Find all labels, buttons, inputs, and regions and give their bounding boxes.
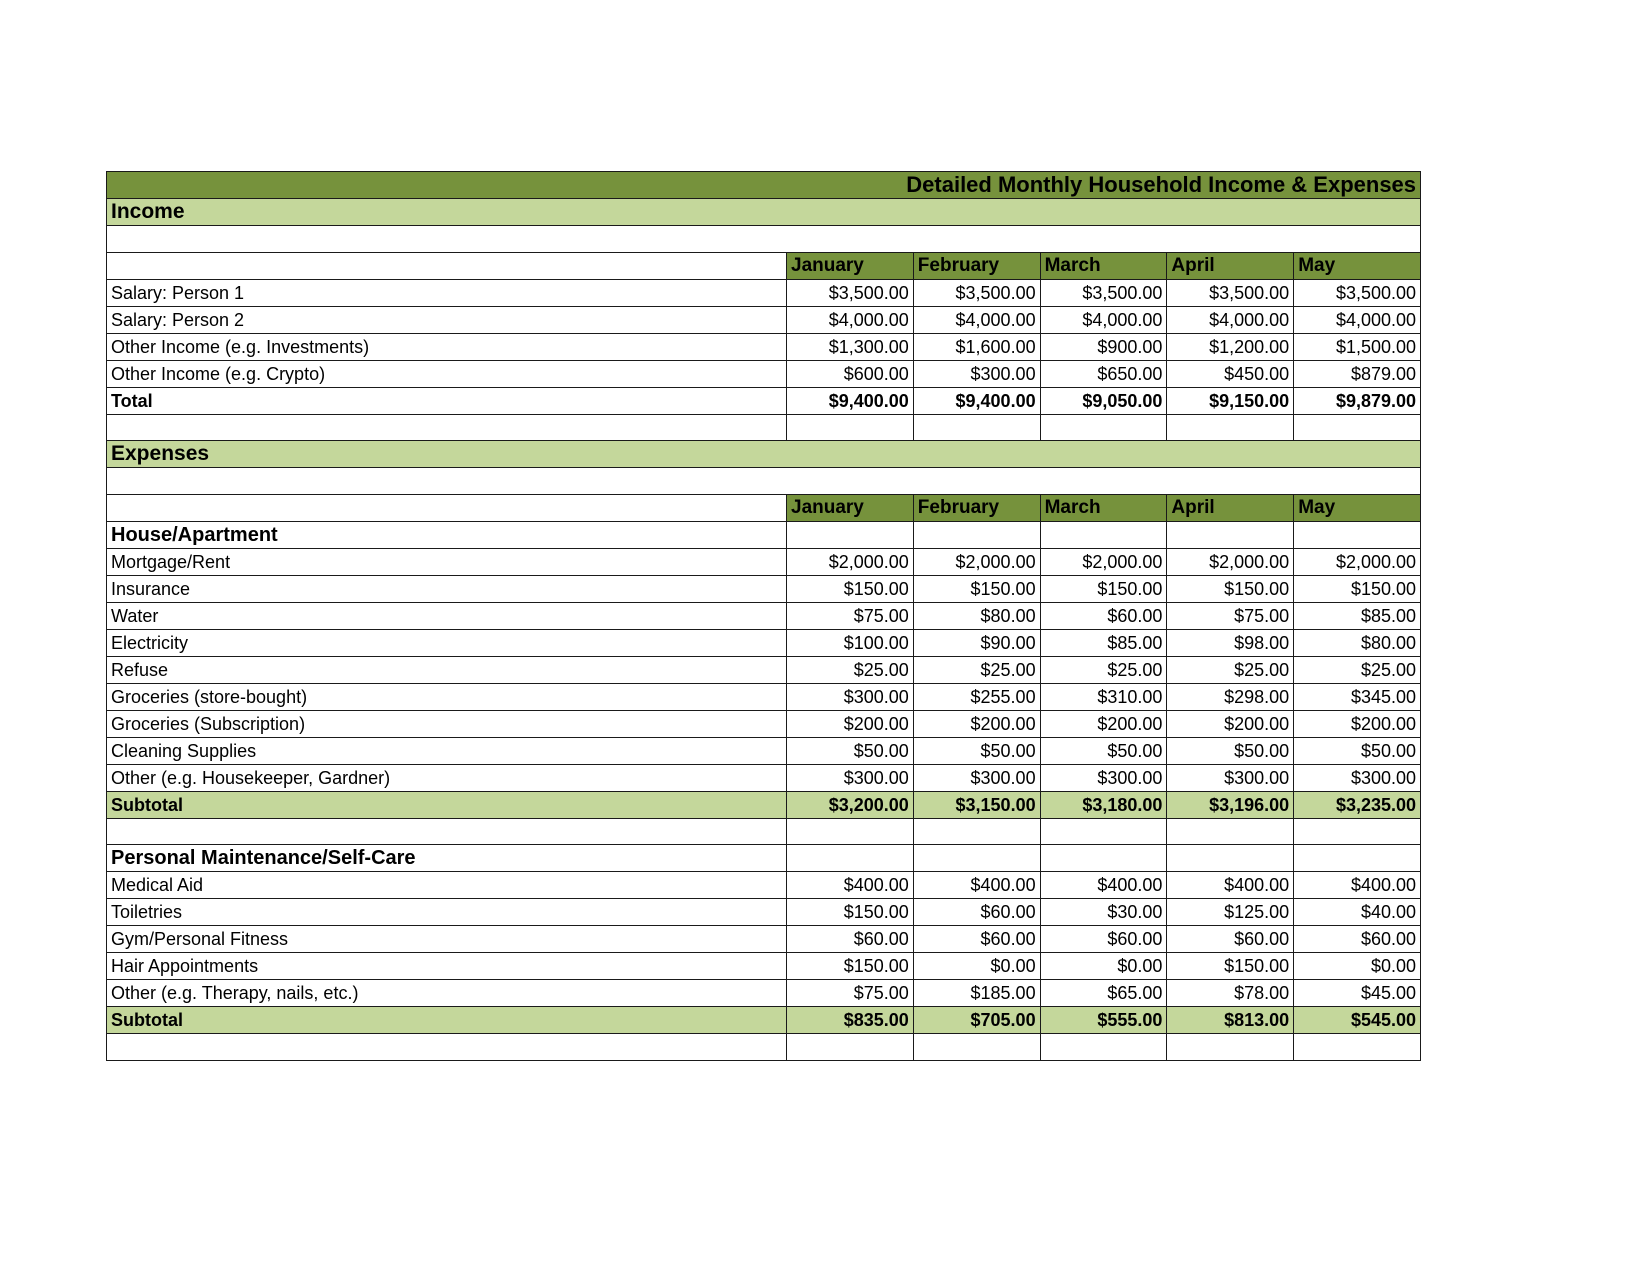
amount-cell-january[interactable]: $75.00	[787, 980, 914, 1007]
expense-row	[107, 548, 1421, 575]
header-label-cell[interactable]	[107, 252, 787, 279]
amount-cell-january[interactable]: $200.00	[787, 710, 914, 737]
amount-cell-march[interactable]: $300.00	[1040, 764, 1167, 791]
amount-cell-march[interactable]: $200.00	[1040, 710, 1167, 737]
amount-cell-march[interactable]: $310.00	[1040, 683, 1167, 710]
household-budget-sheet	[106, 171, 1421, 1061]
amount-cell-april[interactable]: $50.00	[1167, 737, 1294, 764]
expense-row	[107, 737, 1421, 764]
amount-cell-march[interactable]: $650.00	[1040, 360, 1167, 387]
amount-cell-january[interactable]: $835.00	[787, 1007, 914, 1034]
amount-cell-may[interactable]: $9,879.00	[1294, 387, 1421, 414]
amount-cell-february[interactable]: $80.00	[913, 602, 1040, 629]
expense-row	[107, 899, 1421, 926]
empty-label-cell[interactable]	[107, 1034, 787, 1061]
subtotal-row	[107, 1007, 1421, 1034]
month-header-january[interactable]: January	[787, 252, 914, 279]
row-label[interactable]: Electricity	[107, 629, 787, 656]
month-header-february[interactable]: February	[913, 494, 1040, 521]
empty-amount-cell[interactable]	[913, 845, 1040, 872]
expense-row	[107, 602, 1421, 629]
income-month-header-row	[107, 252, 1421, 279]
expenses-heading[interactable]: Expenses	[107, 441, 1421, 468]
amount-cell-january[interactable]: $60.00	[787, 926, 914, 953]
amount-cell-may[interactable]: $60.00	[1294, 926, 1421, 953]
blank-cell[interactable]	[107, 226, 1421, 253]
row-label[interactable]: Gym/Personal Fitness	[107, 926, 787, 953]
amount-cell-april[interactable]: $1,200.00	[1167, 333, 1294, 360]
amount-cell-may[interactable]: $0.00	[1294, 953, 1421, 980]
row-label[interactable]: Groceries (Subscription)	[107, 710, 787, 737]
row-label[interactable]: Medical Aid	[107, 872, 787, 899]
row-label[interactable]: Refuse	[107, 656, 787, 683]
empty-amount-cell[interactable]	[1040, 818, 1167, 845]
empty-amount-cell[interactable]	[1040, 521, 1167, 548]
income-row	[107, 360, 1421, 387]
amount-cell-march[interactable]: $65.00	[1040, 980, 1167, 1007]
month-header-march[interactable]: March	[1040, 494, 1167, 521]
amount-cell-february[interactable]: $25.00	[913, 656, 1040, 683]
empty-amount-cell[interactable]	[1167, 521, 1294, 548]
amount-cell-may[interactable]: $45.00	[1294, 980, 1421, 1007]
month-header-may[interactable]: May	[1294, 252, 1421, 279]
blank-cell[interactable]	[107, 468, 1421, 495]
row-label[interactable]: Groceries (store-bought)	[107, 683, 787, 710]
amount-cell-february[interactable]: $300.00	[913, 360, 1040, 387]
amount-cell-april[interactable]: $3,196.00	[1167, 791, 1294, 818]
row-label[interactable]: Insurance	[107, 575, 787, 602]
amount-cell-january[interactable]: $25.00	[787, 656, 914, 683]
amount-cell-january[interactable]: $150.00	[787, 575, 914, 602]
amount-cell-april[interactable]: $3,500.00	[1167, 279, 1294, 306]
amount-cell-march[interactable]: $85.00	[1040, 629, 1167, 656]
amount-cell-april[interactable]: $60.00	[1167, 926, 1294, 953]
amount-cell-april[interactable]: $813.00	[1167, 1007, 1294, 1034]
empty-amount-cell[interactable]	[787, 818, 914, 845]
income-row	[107, 279, 1421, 306]
month-header-march[interactable]: March	[1040, 252, 1167, 279]
amount-cell-february[interactable]: $3,150.00	[913, 791, 1040, 818]
amount-cell-february[interactable]: $150.00	[913, 575, 1040, 602]
month-header-february[interactable]: February	[913, 252, 1040, 279]
amount-cell-may[interactable]: $150.00	[1294, 575, 1421, 602]
amount-cell-february[interactable]: $3,500.00	[913, 279, 1040, 306]
expense-row	[107, 926, 1421, 953]
empty-amount-cell[interactable]	[1167, 818, 1294, 845]
amount-cell-may[interactable]: $25.00	[1294, 656, 1421, 683]
month-header-april[interactable]: April	[1167, 252, 1294, 279]
row-label[interactable]: Mortgage/Rent	[107, 548, 787, 575]
amount-cell-april[interactable]: $300.00	[1167, 764, 1294, 791]
empty-amount-cell[interactable]	[1040, 414, 1167, 441]
amount-cell-february[interactable]: $1,600.00	[913, 333, 1040, 360]
amount-cell-february[interactable]: $300.00	[913, 764, 1040, 791]
row-label[interactable]: Other (e.g. Therapy, nails, etc.)	[107, 980, 787, 1007]
category-row	[107, 521, 1421, 548]
amount-cell-may[interactable]: $3,500.00	[1294, 279, 1421, 306]
blank-row	[107, 468, 1421, 495]
expense-row	[107, 764, 1421, 791]
amount-cell-may[interactable]: $40.00	[1294, 899, 1421, 926]
expenses-month-header-row	[107, 494, 1421, 521]
amount-cell-march[interactable]: $555.00	[1040, 1007, 1167, 1034]
empty-amount-cell[interactable]	[1294, 414, 1421, 441]
empty-amount-cell[interactable]	[913, 414, 1040, 441]
amount-cell-may[interactable]: $4,000.00	[1294, 306, 1421, 333]
row-label[interactable]: Salary: Person 1	[107, 279, 787, 306]
income-total-row	[107, 387, 1421, 414]
amount-cell-january[interactable]: $300.00	[787, 764, 914, 791]
amount-cell-january[interactable]: $600.00	[787, 360, 914, 387]
amount-cell-april[interactable]: $25.00	[1167, 656, 1294, 683]
blank-row	[107, 226, 1421, 253]
expense-row	[107, 710, 1421, 737]
amount-cell-may[interactable]: $345.00	[1294, 683, 1421, 710]
amount-cell-january[interactable]: $75.00	[787, 602, 914, 629]
empty-amount-cell[interactable]	[1167, 414, 1294, 441]
empty-amount-cell[interactable]	[1294, 1034, 1421, 1061]
amount-cell-march[interactable]: $50.00	[1040, 737, 1167, 764]
empty-amount-cell[interactable]	[1167, 845, 1294, 872]
row-label[interactable]: Hair Appointments	[107, 953, 787, 980]
empty-amount-cell[interactable]	[913, 1034, 1040, 1061]
amount-cell-april[interactable]: $98.00	[1167, 629, 1294, 656]
amount-cell-february[interactable]: $2,000.00	[913, 548, 1040, 575]
amount-cell-january[interactable]: $3,500.00	[787, 279, 914, 306]
amount-cell-january[interactable]: $300.00	[787, 683, 914, 710]
income-heading[interactable]: Income	[107, 199, 1421, 226]
amount-cell-april[interactable]: $75.00	[1167, 602, 1294, 629]
amount-cell-february[interactable]: $60.00	[913, 926, 1040, 953]
expenses-heading-row	[107, 441, 1421, 468]
expense-row	[107, 953, 1421, 980]
amount-cell-april[interactable]: $200.00	[1167, 710, 1294, 737]
amount-cell-march[interactable]: $400.00	[1040, 872, 1167, 899]
empty-row	[107, 818, 1421, 845]
amount-cell-april[interactable]: $150.00	[1167, 575, 1294, 602]
row-label[interactable]: Other (e.g. Housekeeper, Gardner)	[107, 764, 787, 791]
amount-cell-may[interactable]: $879.00	[1294, 360, 1421, 387]
empty-row	[107, 1034, 1421, 1061]
month-header-january[interactable]: January	[787, 494, 914, 521]
amount-cell-january[interactable]: $2,000.00	[787, 548, 914, 575]
row-label[interactable]: Other Income (e.g. Crypto)	[107, 360, 787, 387]
row-label[interactable]: Salary: Person 2	[107, 306, 787, 333]
empty-label-cell[interactable]	[107, 414, 787, 441]
amount-cell-april[interactable]: $298.00	[1167, 683, 1294, 710]
amount-cell-march[interactable]: $4,000.00	[1040, 306, 1167, 333]
amount-cell-march[interactable]: $25.00	[1040, 656, 1167, 683]
amount-cell-january[interactable]: $150.00	[787, 953, 914, 980]
row-label[interactable]: Subtotal	[107, 1007, 787, 1034]
expense-row	[107, 872, 1421, 899]
amount-cell-may[interactable]: $545.00	[1294, 1007, 1421, 1034]
row-label[interactable]: Other Income (e.g. Investments)	[107, 333, 787, 360]
amount-cell-march[interactable]: $900.00	[1040, 333, 1167, 360]
amount-cell-january[interactable]: $4,000.00	[787, 306, 914, 333]
row-label[interactable]: Water	[107, 602, 787, 629]
expense-row	[107, 683, 1421, 710]
amount-cell-april[interactable]: $400.00	[1167, 872, 1294, 899]
empty-amount-cell[interactable]	[787, 845, 914, 872]
amount-cell-may[interactable]: $50.00	[1294, 737, 1421, 764]
amount-cell-may[interactable]: $85.00	[1294, 602, 1421, 629]
amount-cell-march[interactable]: $30.00	[1040, 899, 1167, 926]
amount-cell-january[interactable]: $150.00	[787, 899, 914, 926]
amount-cell-may[interactable]: $2,000.00	[1294, 548, 1421, 575]
amount-cell-may[interactable]: $3,235.00	[1294, 791, 1421, 818]
category-name[interactable]: House/Apartment	[107, 521, 787, 548]
empty-row	[107, 414, 1421, 441]
amount-cell-may[interactable]: $200.00	[1294, 710, 1421, 737]
month-header-may[interactable]: May	[1294, 494, 1421, 521]
row-label[interactable]: Toiletries	[107, 899, 787, 926]
amount-cell-may[interactable]: $80.00	[1294, 629, 1421, 656]
expense-row	[107, 656, 1421, 683]
amount-cell-january[interactable]: $1,300.00	[787, 333, 914, 360]
amount-cell-january[interactable]: $50.00	[787, 737, 914, 764]
header-label-cell[interactable]	[107, 494, 787, 521]
empty-amount-cell[interactable]	[913, 521, 1040, 548]
empty-amount-cell[interactable]	[913, 818, 1040, 845]
row-label[interactable]: Cleaning Supplies	[107, 737, 787, 764]
amount-cell-february[interactable]: $185.00	[913, 980, 1040, 1007]
category-name[interactable]: Personal Maintenance/Self-Care	[107, 845, 787, 872]
amount-cell-february[interactable]: $400.00	[913, 872, 1040, 899]
empty-amount-cell[interactable]	[1167, 1034, 1294, 1061]
row-label[interactable]: Total	[107, 387, 787, 414]
amount-cell-january[interactable]: $3,200.00	[787, 791, 914, 818]
amount-cell-march[interactable]: $150.00	[1040, 575, 1167, 602]
amount-cell-april[interactable]: $150.00	[1167, 953, 1294, 980]
income-row	[107, 306, 1421, 333]
amount-cell-april[interactable]: $2,000.00	[1167, 548, 1294, 575]
amount-cell-april[interactable]: $9,150.00	[1167, 387, 1294, 414]
amount-cell-february[interactable]: $90.00	[913, 629, 1040, 656]
amount-cell-march[interactable]: $2,000.00	[1040, 548, 1167, 575]
amount-cell-march[interactable]: $3,180.00	[1040, 791, 1167, 818]
empty-amount-cell[interactable]	[787, 521, 914, 548]
amount-cell-february[interactable]: $4,000.00	[913, 306, 1040, 333]
income-heading-row	[107, 199, 1421, 226]
amount-cell-april[interactable]: $4,000.00	[1167, 306, 1294, 333]
empty-label-cell[interactable]	[107, 818, 787, 845]
income-row	[107, 333, 1421, 360]
sheet-title[interactable]: Detailed Monthly Household Income & Expenses	[107, 172, 1421, 199]
amount-cell-april[interactable]: $450.00	[1167, 360, 1294, 387]
amount-cell-january[interactable]: $400.00	[787, 872, 914, 899]
amount-cell-february[interactable]: $0.00	[913, 953, 1040, 980]
amount-cell-may[interactable]: $400.00	[1294, 872, 1421, 899]
amount-cell-march[interactable]: $0.00	[1040, 953, 1167, 980]
amount-cell-march[interactable]: $3,500.00	[1040, 279, 1167, 306]
category-row	[107, 845, 1421, 872]
amount-cell-february[interactable]: $9,400.00	[913, 387, 1040, 414]
expense-row	[107, 575, 1421, 602]
amount-cell-march[interactable]: $60.00	[1040, 602, 1167, 629]
subtotal-row	[107, 791, 1421, 818]
amount-cell-february[interactable]: $200.00	[913, 710, 1040, 737]
amount-cell-april[interactable]: $125.00	[1167, 899, 1294, 926]
title-row	[107, 172, 1421, 199]
empty-amount-cell[interactable]	[1294, 845, 1421, 872]
expense-row	[107, 629, 1421, 656]
amount-cell-february[interactable]: $255.00	[913, 683, 1040, 710]
expense-row	[107, 980, 1421, 1007]
empty-amount-cell[interactable]	[1040, 1034, 1167, 1061]
amount-cell-april[interactable]: $78.00	[1167, 980, 1294, 1007]
empty-amount-cell[interactable]	[1294, 521, 1421, 548]
empty-amount-cell[interactable]	[1294, 818, 1421, 845]
amount-cell-march[interactable]: $60.00	[1040, 926, 1167, 953]
amount-cell-may[interactable]: $300.00	[1294, 764, 1421, 791]
amount-cell-january[interactable]: $100.00	[787, 629, 914, 656]
empty-amount-cell[interactable]	[787, 414, 914, 441]
amount-cell-may[interactable]: $1,500.00	[1294, 333, 1421, 360]
amount-cell-january[interactable]: $9,400.00	[787, 387, 914, 414]
row-label[interactable]: Subtotal	[107, 791, 787, 818]
amount-cell-march[interactable]: $9,050.00	[1040, 387, 1167, 414]
empty-amount-cell[interactable]	[787, 1034, 914, 1061]
amount-cell-february[interactable]: $705.00	[913, 1007, 1040, 1034]
empty-amount-cell[interactable]	[1040, 845, 1167, 872]
amount-cell-february[interactable]: $60.00	[913, 899, 1040, 926]
amount-cell-february[interactable]: $50.00	[913, 737, 1040, 764]
month-header-april[interactable]: April	[1167, 494, 1294, 521]
